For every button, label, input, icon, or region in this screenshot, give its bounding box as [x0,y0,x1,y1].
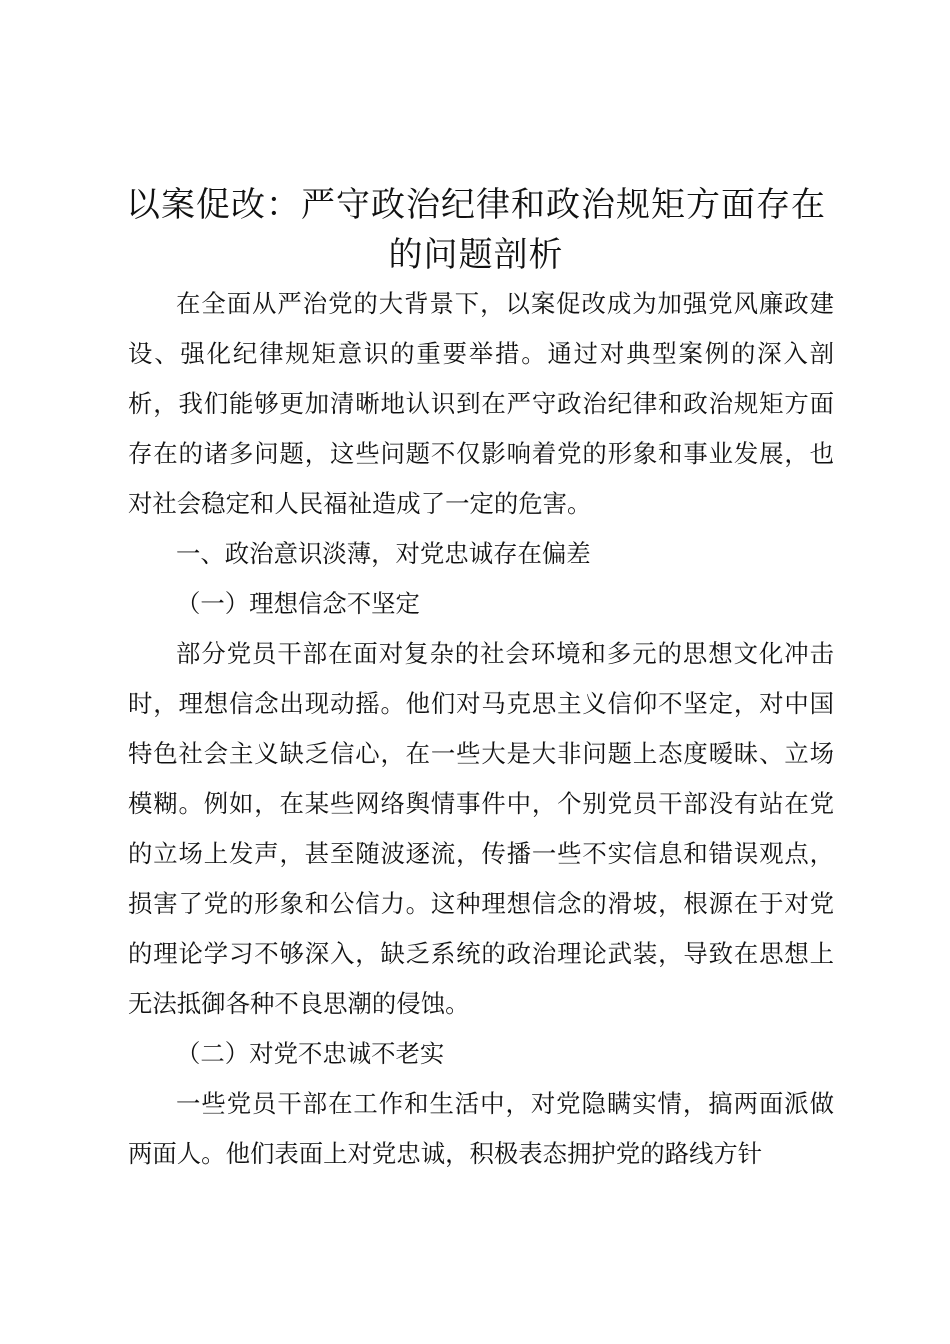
document-title [120,180,832,280]
subsection-heading-1: （一）理想信念不坚定 [176,589,420,618]
intro-paragraph: 在全面从严治党的大背景下，以案促改成为加强党风廉政建设、强化纪律规矩意识的重要举措。通过对典型案例的深入剖析，我们能够更加清晰地认识到在严守政治纪律和政治规矩方面存在的诸多问题，这些问题不仅影响着党的形象和事业发展，也对社会稳定和人民福祉造成了一定的危害。 [128,289,834,518]
title-line-1: 以案促改：严守政治纪律和政治规矩方面存在 [126,185,826,225]
subsection-paragraph-2: 一些党员干部在工作和生活中，对党隐瞒实情，搞两面派做两面人。他们表面上对党忠诚，积极表态拥护党的路线方针 [128,1089,834,1168]
subsection-paragraph-1: 部分党员干部在面对复杂的社会环境和多元的思想文化冲击时，理想信念出现动摇。他们对马克思主义信仰不坚定，对中国特色社会主义缺乏信心，在一些大是大非问题上态度暧昧、立场模糊。例如，在某些网络舆情事件中，个别党员干部没有站在党的立场上发声，甚至随波逐流，传播一些不实信息和错误观点，损害了党的形象和公信力。这种理想信念的滑坡，根源在于对党的理论学习不够深入，缺乏系统的政治理论武装，导致在思想上无法抵御各种不良思潮的侵蚀。 [128,639,834,1018]
subsection-heading-2: （二）对党不忠诚不老实 [176,1039,445,1068]
section-heading-1: 一、政治意识淡薄，对党忠诚存在偏差 [176,539,591,568]
document-body [128,279,834,1179]
title-line-2: 的问题剖析 [388,235,564,275]
